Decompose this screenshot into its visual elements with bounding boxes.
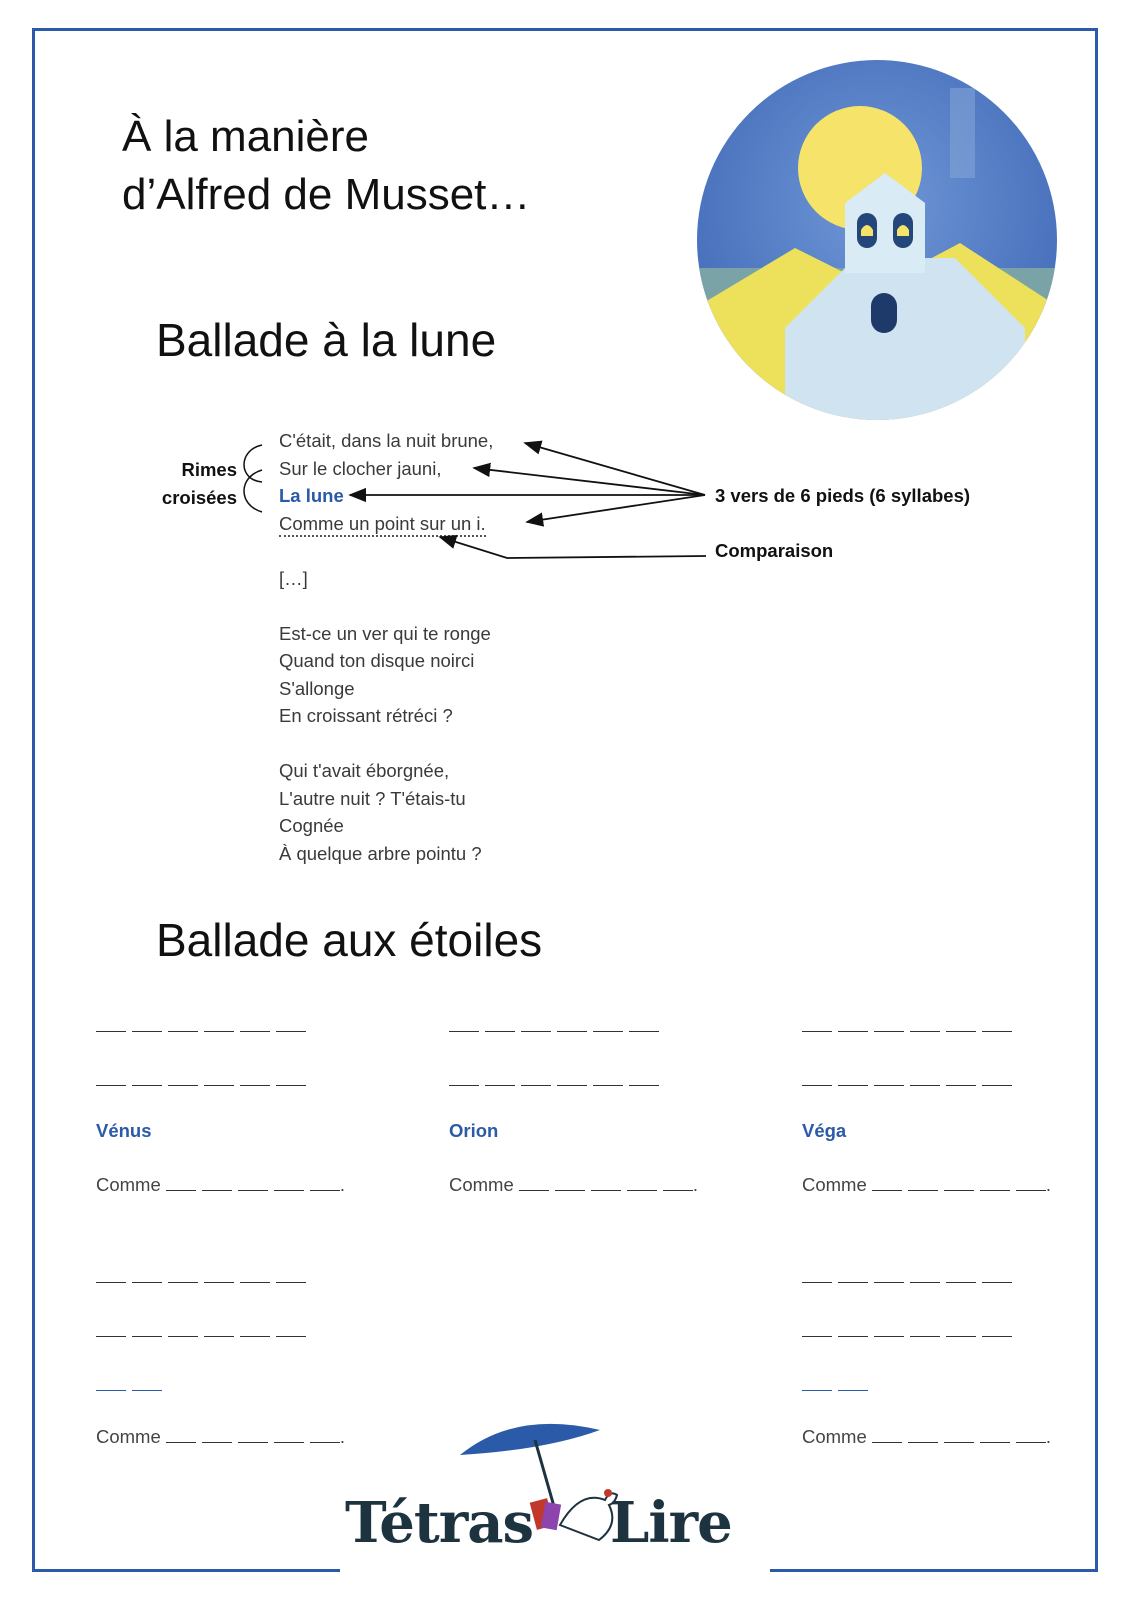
comme-word: Comme: [802, 1174, 867, 1195]
period: .: [1045, 1426, 1052, 1447]
blank-short-verse[interactable]: [802, 1374, 874, 1396]
poem-line: C'était, dans la nuit brune,: [279, 430, 494, 451]
section-title-moon: Ballade à la lune: [156, 314, 497, 366]
blank-verse[interactable]: [449, 1069, 665, 1091]
logo-wordmark: [345, 1490, 732, 1556]
blank-verse[interactable]: [96, 1015, 312, 1037]
rimes-label-1: Rimes: [181, 459, 237, 480]
comme-line[interactable]: [802, 1174, 1051, 1196]
poem-line: Quand ton disque noirci: [279, 650, 475, 671]
blank-verse[interactable]: [802, 1015, 1018, 1037]
blank-verse[interactable]: [802, 1320, 1018, 1342]
title-line-1: À la manière: [122, 112, 370, 161]
annotation-verses: 3 vers de 6 pieds (6 syllabes): [715, 485, 971, 506]
rimes-label-2: croisées: [161, 486, 237, 508]
period: .: [339, 1426, 346, 1447]
comme-word: Comme: [96, 1426, 161, 1447]
blank-verse[interactable]: [96, 1069, 312, 1091]
star-name-vega: Véga: [802, 1120, 847, 1141]
poem-line: Cognée: [279, 815, 344, 836]
period: .: [1045, 1174, 1052, 1195]
blank-verse[interactable]: [96, 1266, 312, 1288]
star-name-orion: Orion: [449, 1120, 499, 1141]
rimes-croisees-label: [150, 456, 237, 511]
logo-word-lire: Lire: [610, 1490, 732, 1556]
moon-chapel-illustration: [695, 58, 1060, 423]
poem-line: Qui t'avait éborgnée,: [279, 760, 450, 781]
poem-line-comparison: Comme un point sur un i.: [279, 513, 486, 537]
poem-line: À quelque arbre pointu ?: [279, 842, 482, 864]
section-title-stars: Ballade aux étoiles: [156, 914, 543, 966]
moon-poem: [279, 427, 493, 867]
comme-line[interactable]: [449, 1174, 698, 1196]
title-line-2: d’Alfred de Musset…: [122, 170, 531, 219]
poem-line: Sur le clocher jauni,: [279, 457, 442, 479]
poem-line: En croissant rétréci ?: [279, 705, 453, 726]
blank-verse[interactable]: [802, 1069, 1018, 1091]
annotation-comparison: Comparaison: [715, 540, 834, 561]
comme-word: Comme: [449, 1174, 514, 1195]
blank-short-verse[interactable]: [96, 1374, 168, 1396]
comme-line[interactable]: [96, 1426, 345, 1448]
poem-ellipsis: […]: [279, 567, 308, 589]
logo-word-tetras: Tétras: [345, 1490, 534, 1556]
poem-line: Est-ce un ver qui te ronge: [279, 622, 491, 644]
star-name-venus: Vénus: [96, 1120, 152, 1141]
blank-verse[interactable]: [96, 1320, 312, 1342]
poem-line: S'allonge: [279, 677, 355, 699]
poem-line: L'autre nuit ? T'étais-tu: [279, 787, 466, 809]
blank-verse[interactable]: [449, 1015, 665, 1037]
period: .: [339, 1174, 346, 1195]
comme-word: Comme: [802, 1426, 867, 1447]
blank-verse[interactable]: [802, 1266, 1018, 1288]
comme-line[interactable]: [802, 1426, 1051, 1448]
period: .: [692, 1174, 699, 1195]
comme-line[interactable]: [96, 1174, 345, 1196]
poem-line-highlight: La lune: [279, 485, 344, 506]
page-title: [122, 108, 530, 224]
comme-word: Comme: [96, 1174, 161, 1195]
